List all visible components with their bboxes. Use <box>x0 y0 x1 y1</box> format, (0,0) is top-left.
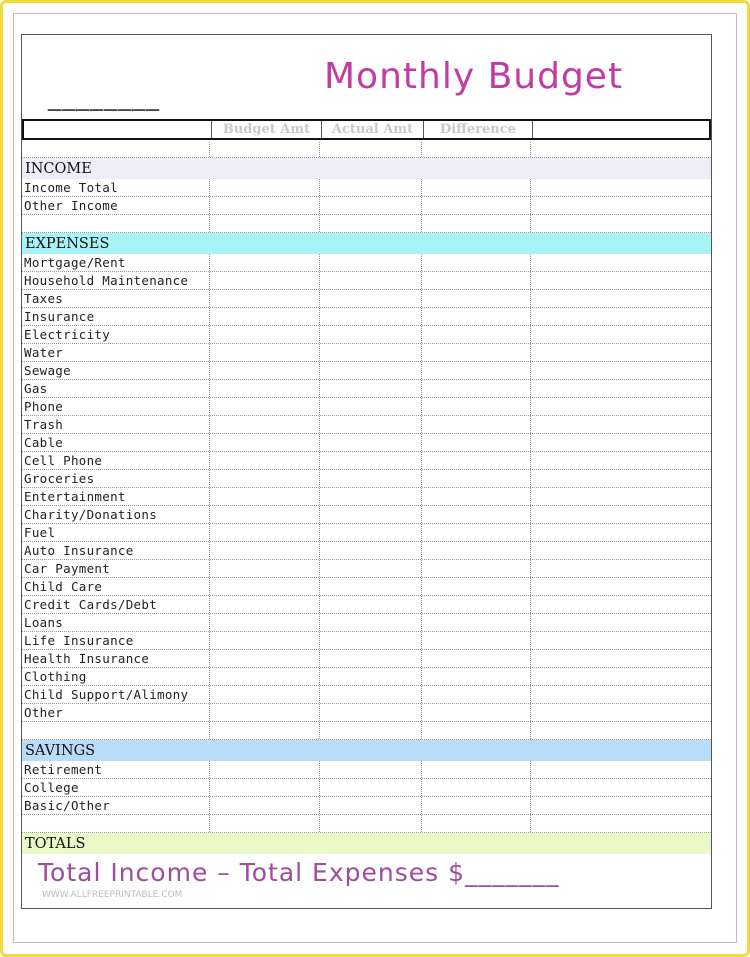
amount-cell[interactable] <box>422 668 531 685</box>
amount-cell[interactable] <box>320 614 422 631</box>
section-header-expenses: EXPENSES <box>22 233 711 254</box>
row-label: Fuel <box>22 524 210 541</box>
column-header-actual: Actual Amt <box>322 121 424 138</box>
amount-cell[interactable] <box>422 542 531 559</box>
amount-cell[interactable] <box>531 215 711 232</box>
row-label: Clothing <box>22 668 210 685</box>
amount-cell[interactable] <box>210 272 320 289</box>
table-row <box>22 197 711 215</box>
column-header-notes <box>533 121 709 138</box>
amount-cell[interactable] <box>210 506 320 523</box>
amount-cell[interactable] <box>320 290 422 307</box>
amount-cell[interactable] <box>422 524 531 541</box>
amount-cell[interactable] <box>320 779 422 796</box>
amount-cell[interactable] <box>320 344 422 361</box>
row-label <box>22 215 210 232</box>
row-label: Child Support/Alimony <box>22 686 210 703</box>
amount-cell[interactable] <box>531 578 711 595</box>
amount-cell[interactable] <box>531 434 711 451</box>
table-row <box>22 815 711 833</box>
amount-cell[interactable] <box>422 179 531 196</box>
amount-cell[interactable] <box>422 215 531 232</box>
column-header-budget: Budget Amt <box>212 121 322 138</box>
table-row <box>22 254 711 272</box>
amount-cell[interactable] <box>210 578 320 595</box>
row-label: Trash <box>22 416 210 433</box>
amount-cell[interactable] <box>320 362 422 379</box>
amount-cell[interactable] <box>320 722 422 739</box>
amount-cell[interactable] <box>422 815 531 832</box>
row-label: Credit Cards/Debt <box>22 596 210 613</box>
amount-cell[interactable] <box>210 197 320 214</box>
amount-cell[interactable] <box>422 578 531 595</box>
amount-cell[interactable] <box>320 815 422 832</box>
amount-cell[interactable] <box>422 722 531 739</box>
amount-cell[interactable] <box>422 197 531 214</box>
amount-cell[interactable] <box>531 179 711 196</box>
amount-cell[interactable] <box>210 614 320 631</box>
table-row <box>22 686 711 704</box>
amount-cell[interactable] <box>422 326 531 343</box>
row-label: Water <box>22 344 210 361</box>
amount-cell[interactable] <box>210 704 320 721</box>
amount-cell[interactable] <box>320 197 422 214</box>
amount-cell[interactable] <box>531 344 711 361</box>
table-row <box>22 290 711 308</box>
section-header-savings: SAVINGS <box>22 740 711 761</box>
amount-cell[interactable] <box>531 197 711 214</box>
amount-cell[interactable] <box>210 308 320 325</box>
row-label: Groceries <box>22 470 210 487</box>
amount-cell[interactable] <box>531 542 711 559</box>
amount-cell[interactable] <box>210 632 320 649</box>
amount-cell[interactable] <box>320 668 422 685</box>
amount-cell[interactable] <box>422 142 531 157</box>
table-row <box>22 722 711 740</box>
amount-cell[interactable] <box>210 142 320 157</box>
title-row <box>48 58 668 110</box>
amount-cell[interactable] <box>210 488 320 505</box>
amount-cell[interactable] <box>320 470 422 487</box>
amount-cell[interactable] <box>422 452 531 469</box>
amount-cell[interactable] <box>210 416 320 433</box>
table-row <box>22 326 711 344</box>
row-label <box>22 722 210 739</box>
amount-cell[interactable] <box>422 614 531 631</box>
row-label <box>22 815 210 832</box>
table-row <box>22 779 711 797</box>
amount-cell[interactable] <box>320 179 422 196</box>
amount-cell[interactable] <box>422 416 531 433</box>
amount-cell[interactable] <box>422 797 531 814</box>
table-row <box>22 362 711 380</box>
amount-cell[interactable] <box>531 650 711 667</box>
row-label: Entertainment <box>22 488 210 505</box>
table-row <box>22 560 711 578</box>
amount-cell[interactable] <box>320 704 422 721</box>
table-row <box>22 215 711 233</box>
row-label: Health Insurance <box>22 650 210 667</box>
amount-cell[interactable] <box>422 362 531 379</box>
amount-cell[interactable] <box>210 524 320 541</box>
table-row <box>22 434 711 452</box>
section-header-income: INCOME <box>22 158 711 179</box>
table-row <box>22 761 711 779</box>
amount-cell[interactable] <box>320 542 422 559</box>
amount-cell[interactable] <box>210 779 320 796</box>
amount-cell[interactable] <box>531 452 711 469</box>
page-title: Monthly Budget <box>324 56 624 97</box>
row-label: Mortgage/Rent <box>22 254 210 271</box>
row-label: Retirement <box>22 761 210 778</box>
row-label <box>22 142 210 157</box>
amount-cell[interactable] <box>422 632 531 649</box>
title-blank-line: ________ <box>48 82 160 112</box>
row-label: Charity/Donations <box>22 506 210 523</box>
amount-cell[interactable] <box>422 470 531 487</box>
amount-cell[interactable] <box>422 761 531 778</box>
amount-cell[interactable] <box>531 470 711 487</box>
table-row <box>22 142 711 158</box>
amount-cell[interactable] <box>531 815 711 832</box>
amount-cell[interactable] <box>320 142 422 157</box>
amount-cell[interactable] <box>531 632 711 649</box>
row-label: Sewage <box>22 362 210 379</box>
row-label: Cable <box>22 434 210 451</box>
amount-cell[interactable] <box>210 815 320 832</box>
amount-cell[interactable] <box>531 686 711 703</box>
amount-cell[interactable] <box>320 398 422 415</box>
column-header-category <box>24 121 212 138</box>
amount-cell[interactable] <box>320 797 422 814</box>
table-row <box>22 416 711 434</box>
amount-cell[interactable] <box>210 380 320 397</box>
amount-cell[interactable] <box>210 650 320 667</box>
amount-cell[interactable] <box>320 272 422 289</box>
amount-cell[interactable] <box>320 488 422 505</box>
amount-cell[interactable] <box>422 560 531 577</box>
amount-cell[interactable] <box>422 398 531 415</box>
watermark: WWW.ALLFREEPRINTABLE.COM <box>42 890 183 900</box>
amount-cell[interactable] <box>531 308 711 325</box>
amount-cell[interactable] <box>531 704 711 721</box>
amount-cell[interactable] <box>531 614 711 631</box>
table-row <box>22 452 711 470</box>
table-row <box>22 506 711 524</box>
row-label: Child Care <box>22 578 210 595</box>
amount-cell[interactable] <box>531 779 711 796</box>
amount-cell[interactable] <box>422 434 531 451</box>
row-label: Basic/Other <box>22 797 210 814</box>
budget-table <box>22 142 711 854</box>
amount-cell[interactable] <box>422 290 531 307</box>
amount-cell[interactable] <box>422 506 531 523</box>
table-row <box>22 614 711 632</box>
amount-cell[interactable] <box>210 452 320 469</box>
row-label: Car Payment <box>22 560 210 577</box>
table-row <box>22 380 711 398</box>
row-label: Loans <box>22 614 210 631</box>
amount-cell[interactable] <box>531 254 711 271</box>
amount-cell[interactable] <box>531 506 711 523</box>
table-row <box>22 344 711 362</box>
amount-cell[interactable] <box>210 398 320 415</box>
table-row <box>22 524 711 542</box>
table-row <box>22 179 711 197</box>
amount-cell[interactable] <box>210 797 320 814</box>
amount-cell[interactable] <box>320 308 422 325</box>
table-row <box>22 797 711 815</box>
amount-cell[interactable] <box>210 761 320 778</box>
table-row <box>22 596 711 614</box>
amount-cell[interactable] <box>210 542 320 559</box>
table-row <box>22 668 711 686</box>
amount-cell[interactable] <box>320 326 422 343</box>
amount-cell[interactable] <box>531 488 711 505</box>
total-formula: Total Income – Total Expenses $_______ <box>38 858 560 887</box>
amount-cell[interactable] <box>320 434 422 451</box>
row-label: Gas <box>22 380 210 397</box>
amount-cell[interactable] <box>210 326 320 343</box>
row-label: Taxes <box>22 290 210 307</box>
amount-cell[interactable] <box>422 308 531 325</box>
row-label: Phone <box>22 398 210 415</box>
amount-cell[interactable] <box>320 452 422 469</box>
row-label: Income Total <box>22 179 210 196</box>
section-header-totals: TOTALS <box>22 833 711 854</box>
row-label: Cell Phone <box>22 452 210 469</box>
amount-cell[interactable] <box>210 668 320 685</box>
amount-cell[interactable] <box>531 761 711 778</box>
amount-cell[interactable] <box>320 596 422 613</box>
amount-cell[interactable] <box>531 290 711 307</box>
amount-cell[interactable] <box>531 596 711 613</box>
amount-cell[interactable] <box>320 380 422 397</box>
amount-cell[interactable] <box>422 272 531 289</box>
column-header-difference: Difference <box>424 121 533 138</box>
row-label: Household Maintenance <box>22 272 210 289</box>
amount-cell[interactable] <box>210 722 320 739</box>
amount-cell[interactable] <box>210 470 320 487</box>
amount-cell[interactable] <box>531 524 711 541</box>
amount-cell[interactable] <box>210 362 320 379</box>
amount-cell[interactable] <box>422 596 531 613</box>
table-row <box>22 650 711 668</box>
table-row <box>22 488 711 506</box>
table-row <box>22 308 711 326</box>
amount-cell[interactable] <box>210 434 320 451</box>
amount-cell[interactable] <box>320 506 422 523</box>
amount-cell[interactable] <box>531 326 711 343</box>
row-label: Other <box>22 704 210 721</box>
table-row <box>22 542 711 560</box>
amount-cell[interactable] <box>422 650 531 667</box>
amount-cell[interactable] <box>320 686 422 703</box>
amount-cell[interactable] <box>210 686 320 703</box>
amount-cell[interactable] <box>531 362 711 379</box>
amount-cell[interactable] <box>422 344 531 361</box>
amount-cell[interactable] <box>210 254 320 271</box>
amount-cell[interactable] <box>531 560 711 577</box>
amount-cell[interactable] <box>320 254 422 271</box>
amount-cell[interactable] <box>422 380 531 397</box>
amount-cell[interactable] <box>531 272 711 289</box>
amount-cell[interactable] <box>320 632 422 649</box>
table-row <box>22 272 711 290</box>
amount-cell[interactable] <box>210 596 320 613</box>
amount-cell[interactable] <box>422 488 531 505</box>
amount-cell[interactable] <box>531 797 711 814</box>
amount-cell[interactable] <box>531 142 711 157</box>
amount-cell[interactable] <box>422 704 531 721</box>
amount-cell[interactable] <box>531 668 711 685</box>
row-label: Life Insurance <box>22 632 210 649</box>
amount-cell[interactable] <box>422 686 531 703</box>
amount-cell[interactable] <box>422 779 531 796</box>
amount-cell[interactable] <box>320 560 422 577</box>
amount-cell[interactable] <box>422 254 531 271</box>
amount-cell[interactable] <box>320 215 422 232</box>
amount-cell[interactable] <box>210 290 320 307</box>
table-row <box>22 398 711 416</box>
amount-cell[interactable] <box>210 344 320 361</box>
amount-cell[interactable] <box>531 380 711 397</box>
amount-cell[interactable] <box>210 215 320 232</box>
amount-cell[interactable] <box>320 761 422 778</box>
table-row <box>22 578 711 596</box>
row-label: Electricity <box>22 326 210 343</box>
table-row <box>22 704 711 722</box>
amount-cell[interactable] <box>320 524 422 541</box>
amount-cell[interactable] <box>320 578 422 595</box>
amount-cell[interactable] <box>531 416 711 433</box>
row-label: Auto Insurance <box>22 542 210 559</box>
amount-cell[interactable] <box>210 179 320 196</box>
amount-cell[interactable] <box>210 560 320 577</box>
amount-cell[interactable] <box>531 398 711 415</box>
table-row <box>22 632 711 650</box>
amount-cell[interactable] <box>320 650 422 667</box>
row-label: Insurance <box>22 308 210 325</box>
table-row <box>22 470 711 488</box>
table-header-row <box>22 119 711 140</box>
row-label: Other Income <box>22 197 210 214</box>
amount-cell[interactable] <box>531 722 711 739</box>
row-label: College <box>22 779 210 796</box>
amount-cell[interactable] <box>320 416 422 433</box>
